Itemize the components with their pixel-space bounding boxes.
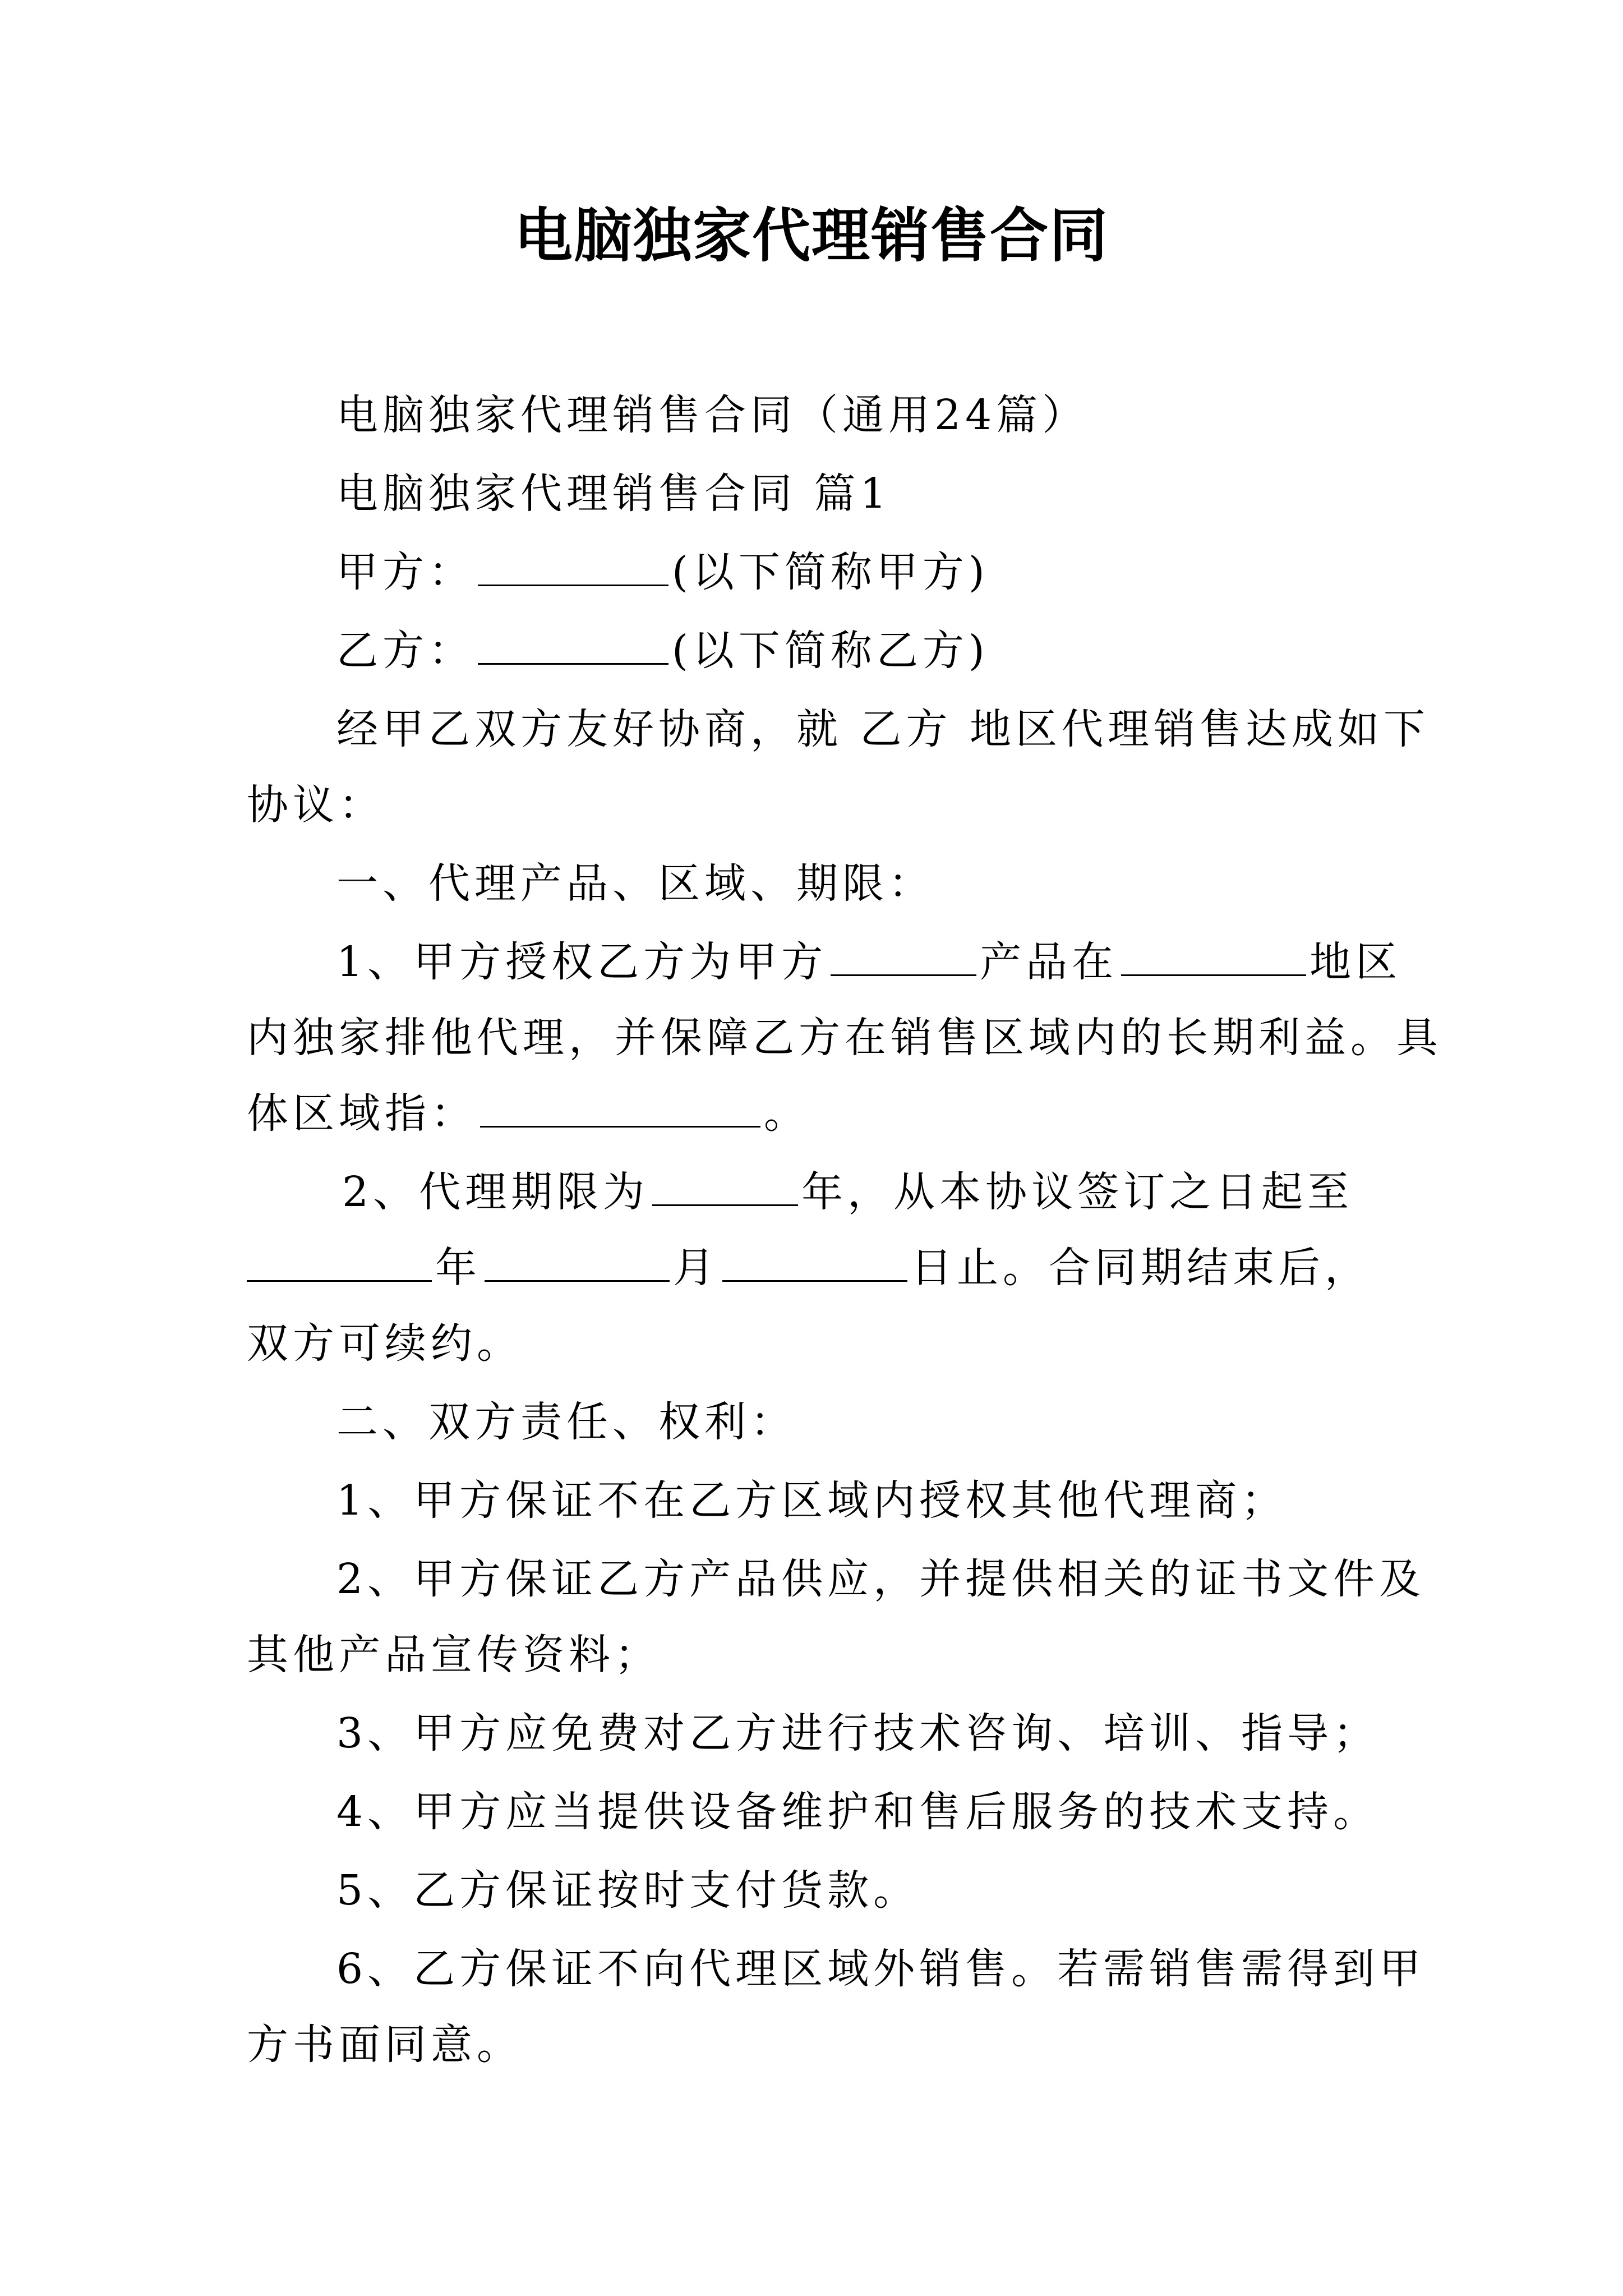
s1-item2-day: 日止。合同期结束后， (911, 1244, 1371, 1292)
intro-line-2: 协议： (247, 781, 385, 829)
s1-item1-text-c: 地区 (1310, 938, 1402, 986)
section-2-item-5: 5、乙方保证按时支付货款。 (336, 1866, 920, 1915)
s1-item2-month: 月 (673, 1244, 719, 1292)
term-years-blank (652, 1167, 798, 1206)
section-1-heading: 一、代理产品、区域、期限： (336, 859, 934, 908)
section-2-item-2-line-2: 其他产品宣传资料； (247, 1631, 661, 1679)
section-1-item-1 (336, 931, 1402, 993)
document-subtitle: 电脑独家代理销售合同（通用24篇） (336, 391, 1089, 439)
s1-item1-text-b: 产品在 (980, 938, 1118, 986)
section-1-item-1-line-3 (247, 1083, 1391, 1144)
end-month-blank (485, 1243, 670, 1282)
section-2-item-6-line-2: 方书面同意。 (247, 2021, 523, 2069)
document-title: 电脑独家代理销售合同 (514, 201, 1109, 270)
section-2-item-4: 4、甲方应当提供设备维护和售后服务的技术支持。 (336, 1788, 1380, 1836)
section-2-item-6: 6、乙方保证不向代理区域外销售。若需销售需得到甲 (336, 1945, 1426, 1993)
section-1-item-2 (342, 1161, 1396, 1223)
product-blank (831, 937, 976, 976)
s1-item1-text-a: 1、甲方授权乙方为甲方 (336, 938, 828, 986)
section-2-heading: 二、双方责任、权利： (336, 1398, 796, 1446)
section-1-item-2-line-2 (247, 1237, 1391, 1299)
party-a-blank (478, 547, 668, 586)
s1-item2-text-a: 2、代理期限为 (342, 1168, 649, 1216)
party-b-suffix: (以下简称乙方) (672, 627, 989, 675)
end-day-blank (722, 1243, 907, 1282)
section-2-item-1: 1、甲方保证不在乙方区域内授权其他代理商； (336, 1476, 1288, 1525)
party-a-label: 甲方： (336, 548, 474, 596)
region-blank (1121, 937, 1306, 976)
s1-item1-line3-a: 体区域指： (247, 1089, 477, 1138)
party-a-line (336, 541, 1391, 603)
s1-item2-text-b: 年，从本协议签订之日起至 (801, 1168, 1354, 1216)
section-heading: 电脑独家代理销售合同 篇1 (336, 470, 891, 518)
section-2-item-3: 3、甲方应免费对乙方进行技术咨询、培训、指导； (336, 1709, 1380, 1757)
party-b-blank (478, 626, 668, 665)
party-b-line (336, 620, 1391, 682)
s1-item1-line3-b: 。 (764, 1089, 810, 1138)
section-1-item-2-line-3: 双方可续约。 (247, 1319, 523, 1368)
specific-region-blank (480, 1089, 760, 1128)
party-a-suffix: (以下简称甲方) (672, 548, 989, 596)
section-2-item-2: 2、甲方保证乙方产品供应，并提供相关的证书文件及 (336, 1555, 1426, 1603)
party-b-label: 乙方： (336, 627, 474, 675)
section-1-item-1-line-2: 内独家排他代理，并保障乙方在销售区域内的长期利益。具 (247, 1014, 1442, 1062)
s1-item2-year: 年 (435, 1244, 481, 1292)
end-year-blank (247, 1243, 432, 1282)
intro-line-1: 经甲乙双方友好协商，就 乙方 地区代理销售达成如下 (336, 705, 1430, 753)
